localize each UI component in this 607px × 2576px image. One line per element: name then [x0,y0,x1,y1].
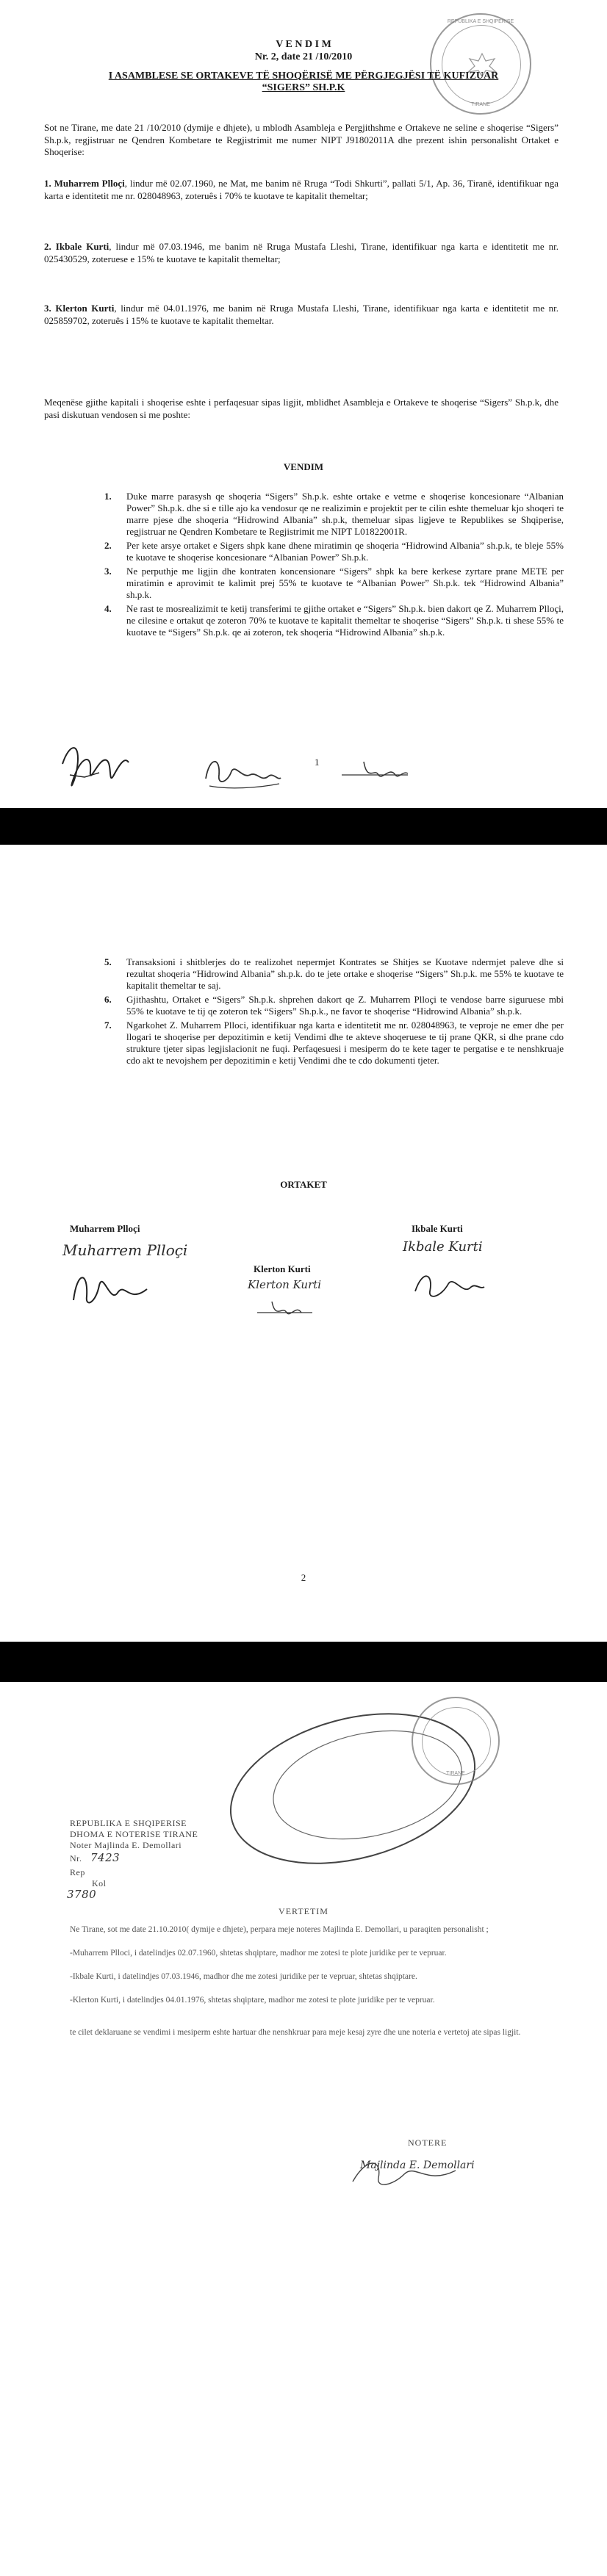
document-title [103,71,504,94]
shareholder-number: 2. [44,241,51,252]
partner-scribble-muharrem [66,1263,154,1315]
decision-number: 7. [104,1020,112,1031]
shareholder-number: 3. [44,303,51,314]
signature-initials-1 [55,735,136,801]
notary-seal [412,1697,500,1785]
office-line-3: Noter Majlinda E. Demollari [70,1840,182,1850]
partner-name-ikbale: Ikbale Kurti [412,1223,463,1234]
decision-number: 3. [104,566,112,577]
notary-paragraph-5: te cilet deklaruane se vendimi i mesiperm eshte hartuar dhe nenshkruar para meje kesaj zyre dhe une noteria e vertetoj ate sipas ligjit. [70,2028,521,2037]
decision-number: 5. [104,956,112,967]
stamp-text-top: REPUBLIKA E SHQIPERISE [447,19,514,24]
notary-paragraph-2: -Muharrem Plloci, i datelindjes 02.07.1960, shtetas shqiptare, madhor me zotesi te plote juridike per te vepruar. [70,1949,447,1958]
decision-number: 2. [104,540,112,551]
decision-number: 6. [104,994,112,1005]
partner-scribble-ikbale [408,1262,489,1306]
decision-item [104,994,564,1017]
decision-text: Gjithashtu, Ortaket e “Sigers” Sh.p.k. shprehen dakort qe Z. Muharrem Plloçi te vendose barre siguruese mbi 55% te kuotave te tij qe zoteron tek “Sigers” Sh.p.k., ne favor te shoqerise “Hidrowind Albania” sh.p.k. [126,994,564,1017]
title-line-1: I ASAMBLESE SE ORTAKEVE TË SHOQËRISË ME PËRGJEGJËSI TË KUFIZUAR [108,71,499,82]
vendim-subheading: VENDIM [283,461,324,472]
document-heading [0,38,607,63]
partner-signature-klerton: Klerton Kurti [248,1278,322,1291]
document-page-2 [0,845,607,1642]
decision-number: Nr. 2, date 21 /10/2010 [254,51,353,62]
signature-initials-2 [198,746,287,797]
notary-signature-scribble [345,2152,463,2196]
decision-text: Ne perputhje me ligjin dhe kontraten koncensionare “Sigers” shpk ka bere kerkese zyrtare prane METE per miratimin e aprovimit te kalimit prej 55% te kuotave te “Albanian Power” Sh.p.k. tek “Hidrowind Albania” sh.p.k. [126,566,564,600]
shareholder-name: Muharrem Plloçi [54,178,125,189]
stamp-text-bottom: TIRANE [471,102,490,107]
office-line-1: REPUBLIKA E SHQIPERISE [70,1818,187,1828]
document-page-1 [0,0,607,808]
initials-mark: 1 [315,757,320,768]
partners-heading: ORTAKET [280,1179,327,1190]
partner-scribble-klerton [254,1294,320,1324]
decision-item [104,1020,564,1067]
registry-numbers [67,1851,121,1901]
decision-list-continued [104,956,564,1069]
vendim-heading: V E N D I M [276,39,331,50]
notary-office-header [70,1818,198,1851]
shareholder-1 [44,178,558,202]
kol-label: Kol [92,1878,107,1888]
page-number: 2 [301,1572,306,1583]
shareholder-2 [44,241,558,265]
shareholder-details: , lindur më 07.03.1946, me banim në Rruga Mustafa Lleshi, Tirane, identifikuar nga karta e identitetit me nr. 025430529, zoteruese e 15% te kuotave te kapitalit themeltar; [44,241,559,264]
decision-text: Per kete arsye ortaket e Sigers shpk kane dhene miratimin qe shoqeria “Hidrowind Albania” sh.p.k, te bleje 55% te kuotave te shoqerise koncesionare “Albanian Power” Sh.p.k. [126,540,564,563]
decision-text: Ngarkohet Z. Muharrem Plloci, identifikuar nga karta e identitetit me nr. 028048963, te veproje ne emer dhe per llogari te shoqerise per depozitimin e ketij Vendimi dhe te akteve shoqeruese te tij prane QKR, si dhe prane cdo strukture tjeter sipas legjislacionit ne fuqi. Perfaqesuesi i mesiperm do te kete tager te pergatise e te nenshkruaje cdo akt te nevojshem per depozitimin e ketij Vendimi dhe te cdo dokumenti tjeter. [126,1020,564,1066]
intro-paragraph: Sot ne Tirane, me date 21 /10/2010 (dymije e dhjete), u mblodh Asambleja e Pergjithshme e Ortakeve ne seline e shoqerise “Sigers” Sh.p.k, regjistruar ne Qendren Kombetare te Regjistrimit me numer NIPT J91802011A dhe prezent ishin personalisht Ortaket e Shoqerise: [44,122,558,157]
partner-name-muharrem: Muharrem Plloçi [70,1223,140,1234]
nr-value: 7423 [90,1851,121,1864]
notary-signature: Majlinda E. Demollari [360,2160,475,2171]
decision-list [104,491,564,641]
shareholder-details: , lindur më 04.01.1976, me banim në Rruga Mustafa Lleshi, Tirane, identifikuar nga karta e identitetit me nr. 025859702, zoteruês i 15% te kuotave te kapitalit themeltar. [44,303,558,326]
decision-item [104,603,564,638]
decision-text: Ne rast te mosrealizimit te ketij transferimi te gjithe ortaket e “Sigers” Sh.p.k. bien dakort qe Z. Muharrem Plloçi, ne cilesine e ortakut qe zoteron 70% te kuotave te kapitalit themeltar te shoqerise “Sigers” Sh.p.k. ti shese 55% te kuotave te “Sigers” Sh.p.k. qe ai zoteron, tek shoqeria “Hidrowind Albania” sh.p.k. [126,603,564,638]
shareholder-number: 1. [44,178,51,189]
shareholder-3 [44,303,558,327]
preamble-paragraph: Meqenëse gjithe kapitali i shoqerise eshte i perfaqesuar sipas ligjit, mblidhet Asambleja e Ortakeve te shoqerise “Sigers” Sh.p.k, dhe pasi diskutuan vendosen si me poshte: [44,397,558,420]
partner-signature-ikbale: Ikbale Kurti [403,1239,483,1255]
decision-item [104,491,564,538]
decision-item [104,566,564,601]
decision-text: Duke marre parasysh qe shoqeria “Sigers” Sh.p.k. eshte ortake e vetme e shoqerise koncesionare “Albanian Power” Sh.p.k. dhe si e tille ajo ka vendosur qe ne realizimin e projektit per te cilin eshte themeluar kjo shoqeri te marre pjese dhe shoqeria “Hidrowind Albania” sh.p.k, themeluar sipas ligjeve te Republikes se Shqiperise, regjistruar ne Qendren Kombetare te Regjistrimit me NIPT L01822001R. [126,491,564,537]
decision-number: 4. [104,603,112,614]
notary-paragraph-1: Ne Tirane, sot me date 21.10.2010( dymije e dhjete), perpara meje noteres Majlinda E. Demollari, u paraqiten personalisht ; [70,1925,489,1934]
page-separator [0,1642,607,1682]
signature-initials-3 [338,753,419,790]
kol-value: 3780 [67,1888,97,1901]
shareholder-name: Klerton Kurti [55,303,115,314]
partner-name-klerton: Klerton Kurti [254,1263,311,1274]
notary-seal-text: TIRANE [446,1771,465,1776]
office-line-2: DHOMA E NOTERISE TIRANE [70,1829,198,1839]
decision-item [104,540,564,563]
document-page-3 [0,1682,607,2576]
shareholder-name: Ikbale Kurti [55,241,109,252]
partner-signature-muharrem: Muharrem Plloçi [62,1241,188,1259]
decision-text: Transaksioni i shitblerjes do te realizohet nepermjet Kontrates se Shitjes se Kuotave ndermjet paleve dhe si rezultat shoqeria “Hidrowind Albania” sh.p.k. do te jete ortake e shoqerise “Sigers” Sh.p.k. me 55% te kuotave te kapitalit themeltar te saj. [126,956,564,991]
notary-paragraph-3: -Ikbale Kurti, i datelindjes 07.03.1946, madhor dhe me zotesi juridike per te vepruar, shtetas shqiptare. [70,1972,417,1981]
nr-label: Nr. [70,1853,82,1864]
page-separator [0,808,607,845]
decision-item [104,956,564,992]
vertetim-heading: VERTETIM [279,1906,328,1916]
official-stamp [430,13,531,115]
notary-paragraph-4: -Klerton Kurti, i datelindjes 04.01.1976, shtetas shqiptare, madhor me zotesi te plote juridike per te vepruar. [70,1996,435,2005]
decision-number: 1. [104,491,112,502]
rep-label: Rep [70,1867,85,1877]
shareholder-details: , lindur më 02.07.1960, ne Mat, me banim në Rruga “Todi Shkurti”, pallati 5/1, Ap. 36, Tiranë, identifikuar nga karta e identitetit me nr. 028048963, zoteruês i 70% te kuotave te kapitalit themeltar; [44,178,558,201]
notary-label: NOTERE [408,2137,448,2148]
title-line-2: “SIGERS” SH.P.K [262,82,345,93]
